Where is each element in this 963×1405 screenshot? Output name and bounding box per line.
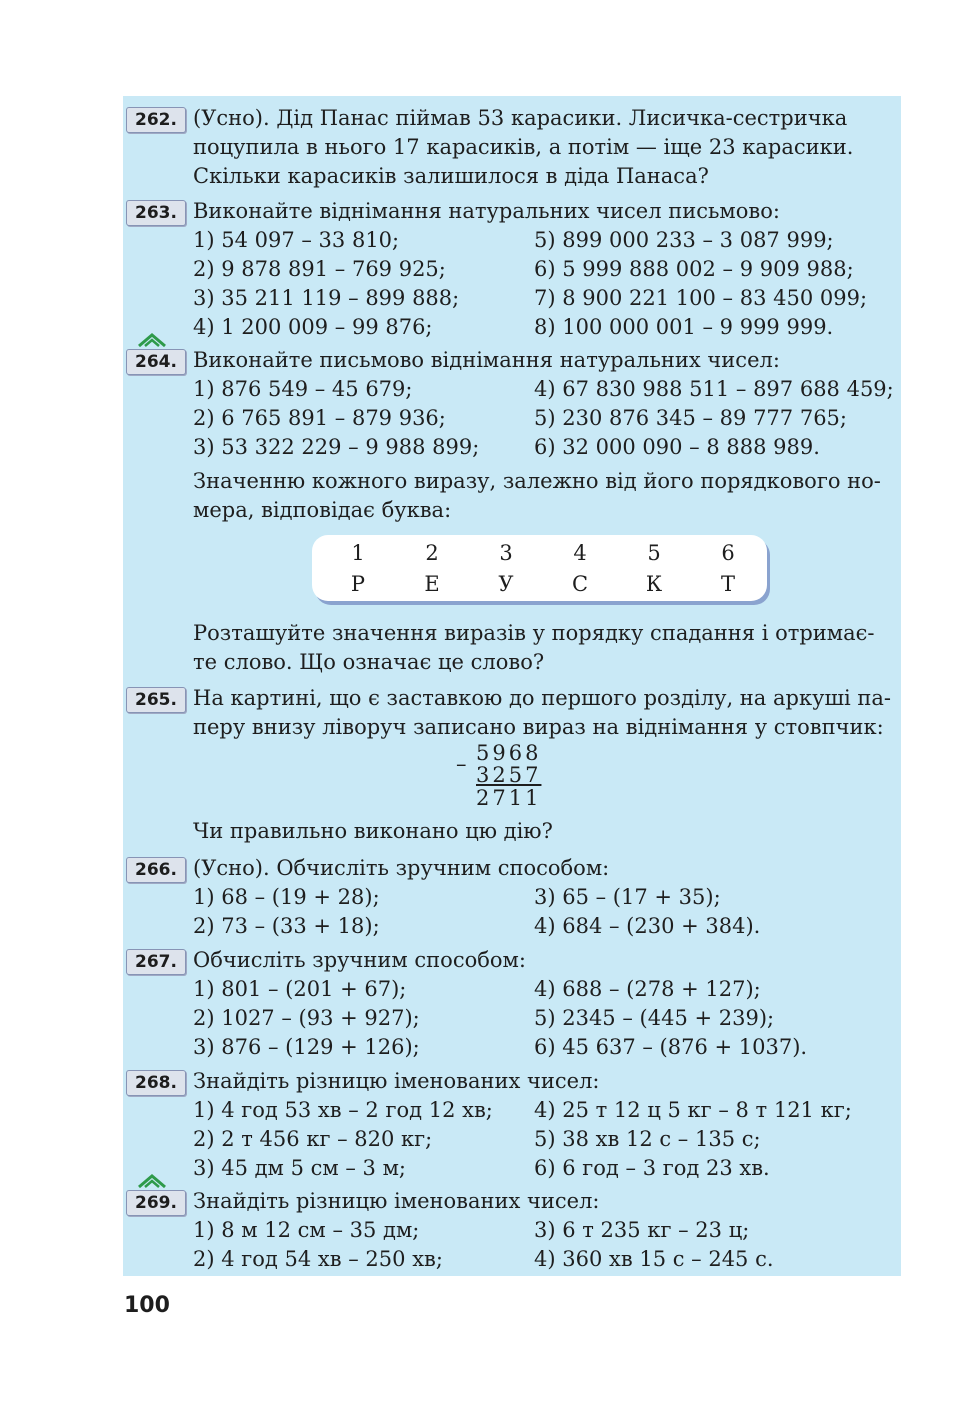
table-number: 6 [721,541,735,565]
table-letter: К [645,572,663,596]
task-text-line: те слово. Що означає це слово? [193,650,545,674]
table-number: 1 [351,541,365,565]
exercise-panel [123,96,901,1276]
expression: 2) 6 765 891 – 879 936; [193,406,446,430]
task-number: 264. [126,349,186,375]
table-number: 2 [425,541,439,565]
table-letter: У [498,572,514,596]
task-text-line: Значенню кожного виразу, залежно від його порядкового но- [193,469,881,493]
task-text-line: (Усно). Дід Панас піймав 53 карасики. Лисичка-сестричка [193,106,848,130]
subtrahend: 3257 [476,763,542,787]
expression: 1) 8 м 12 см – 35 дм; [193,1218,420,1242]
task-text-line: поцупила в нього 17 карасиків, а потім — іще 23 карасики. [193,135,854,159]
minus-sign: – [456,752,467,776]
expression: 4) 67 830 988 511 – 897 688 459; [534,377,894,401]
expression: 1) 801 – (201 + 67); [193,977,407,1001]
task-intro: Обчисліть зручним способом: [193,948,526,972]
table-letter: Т [720,572,735,596]
expression: 2) 2 т 456 кг – 820 кг; [193,1127,433,1151]
task-number: 263. [126,200,186,226]
task-question: Чи правильно виконано цю дію? [193,819,553,843]
task-text-line: Скільки карасиків залишилося в діда Панаса? [193,164,709,188]
task-text-line: мера, відповідає буква: [193,498,452,522]
expression: 3) 876 – (129 + 126); [193,1035,420,1059]
expression: 2) 1027 – (93 + 927); [193,1006,420,1030]
expression: 2) 73 – (33 + 18); [193,914,380,938]
expression: 4) 360 хв 15 с – 245 с. [534,1247,774,1271]
expression: 5) 230 876 345 – 89 777 765; [534,406,847,430]
house-roof-icon [137,1173,167,1189]
task-number: 266. [126,857,186,883]
task-intro: Виконайте віднімання натуральних чисел письмово: [193,199,780,223]
minuend: 5968 [476,741,542,765]
table-number: 4 [573,541,587,565]
task-text-line: На картині, що є заставкою до першого розділу, на аркуші па- [193,686,891,710]
task-intro: Знайдіть різницю іменованих чисел: [193,1189,600,1213]
task-number: 262. [126,107,186,133]
expression: 5) 2345 – (445 + 239); [534,1006,775,1030]
task-intro: (Усно). Обчисліть зручним способом: [193,856,610,880]
page-number: 100 [124,1293,170,1318]
task-intro: Виконайте письмово віднімання натуральних чисел: [193,348,780,372]
task-number: 269. [126,1190,186,1216]
expression: 8) 100 000 001 – 9 999 999. [534,315,834,339]
expression: 1) 876 549 – 45 679; [193,377,413,401]
expression: 3) 53 322 229 – 9 988 899; [193,435,480,459]
expression: 2) 9 878 891 – 769 925; [193,257,446,281]
table-letter: С [571,572,589,596]
expression: 3) 6 т 235 кг – 23 ц; [534,1218,750,1242]
expression: 5) 899 000 233 – 3 087 999; [534,228,834,252]
task-number: 267. [126,949,186,975]
table-letter: Р [350,572,366,596]
expression: 4) 688 – (278 + 127); [534,977,761,1001]
house-roof-icon [137,332,167,348]
expression: 1) 54 097 – 33 810; [193,228,400,252]
expression: 5) 38 хв 12 с – 135 с; [534,1127,761,1151]
task-text-line: Розташуйте значення виразів у порядку спадання і отримає- [193,621,875,645]
difference: 2711 [476,786,542,810]
task-number: 265. [126,687,186,713]
table-letter: Е [424,572,440,596]
expression: 4) 25 т 12 ц 5 кг – 8 т 121 кг; [534,1098,852,1122]
expression: 6) 45 637 – (876 + 1037). [534,1035,808,1059]
expression: 2) 4 год 54 хв – 250 хв; [193,1247,443,1271]
task-number: 268. [126,1070,186,1096]
letter-code-table [312,535,767,601]
expression: 4) 684 – (230 + 384). [534,914,761,938]
expression: 3) 45 дм 5 см – 3 м; [193,1156,406,1180]
expression: 6) 6 год – 3 год 23 хв. [534,1156,770,1180]
table-number: 5 [647,541,661,565]
expression: 1) 4 год 53 хв – 2 год 12 хв; [193,1098,493,1122]
task-text-line: перу внизу ліворуч записано вираз на віднімання у стовпчик: [193,715,884,739]
table-number: 3 [499,541,513,565]
expression: 3) 65 – (17 + 35); [534,885,721,909]
expression: 6) 5 999 888 002 – 9 909 988; [534,257,854,281]
task-intro: Знайдіть різницю іменованих чисел: [193,1069,600,1093]
expression: 7) 8 900 221 100 – 83 450 099; [534,286,868,310]
expression: 4) 1 200 009 – 99 876; [193,315,433,339]
expression: 3) 35 211 119 – 899 888; [193,286,460,310]
expression: 6) 32 000 090 – 8 888 989. [534,435,820,459]
expression: 1) 68 – (19 + 28); [193,885,380,909]
